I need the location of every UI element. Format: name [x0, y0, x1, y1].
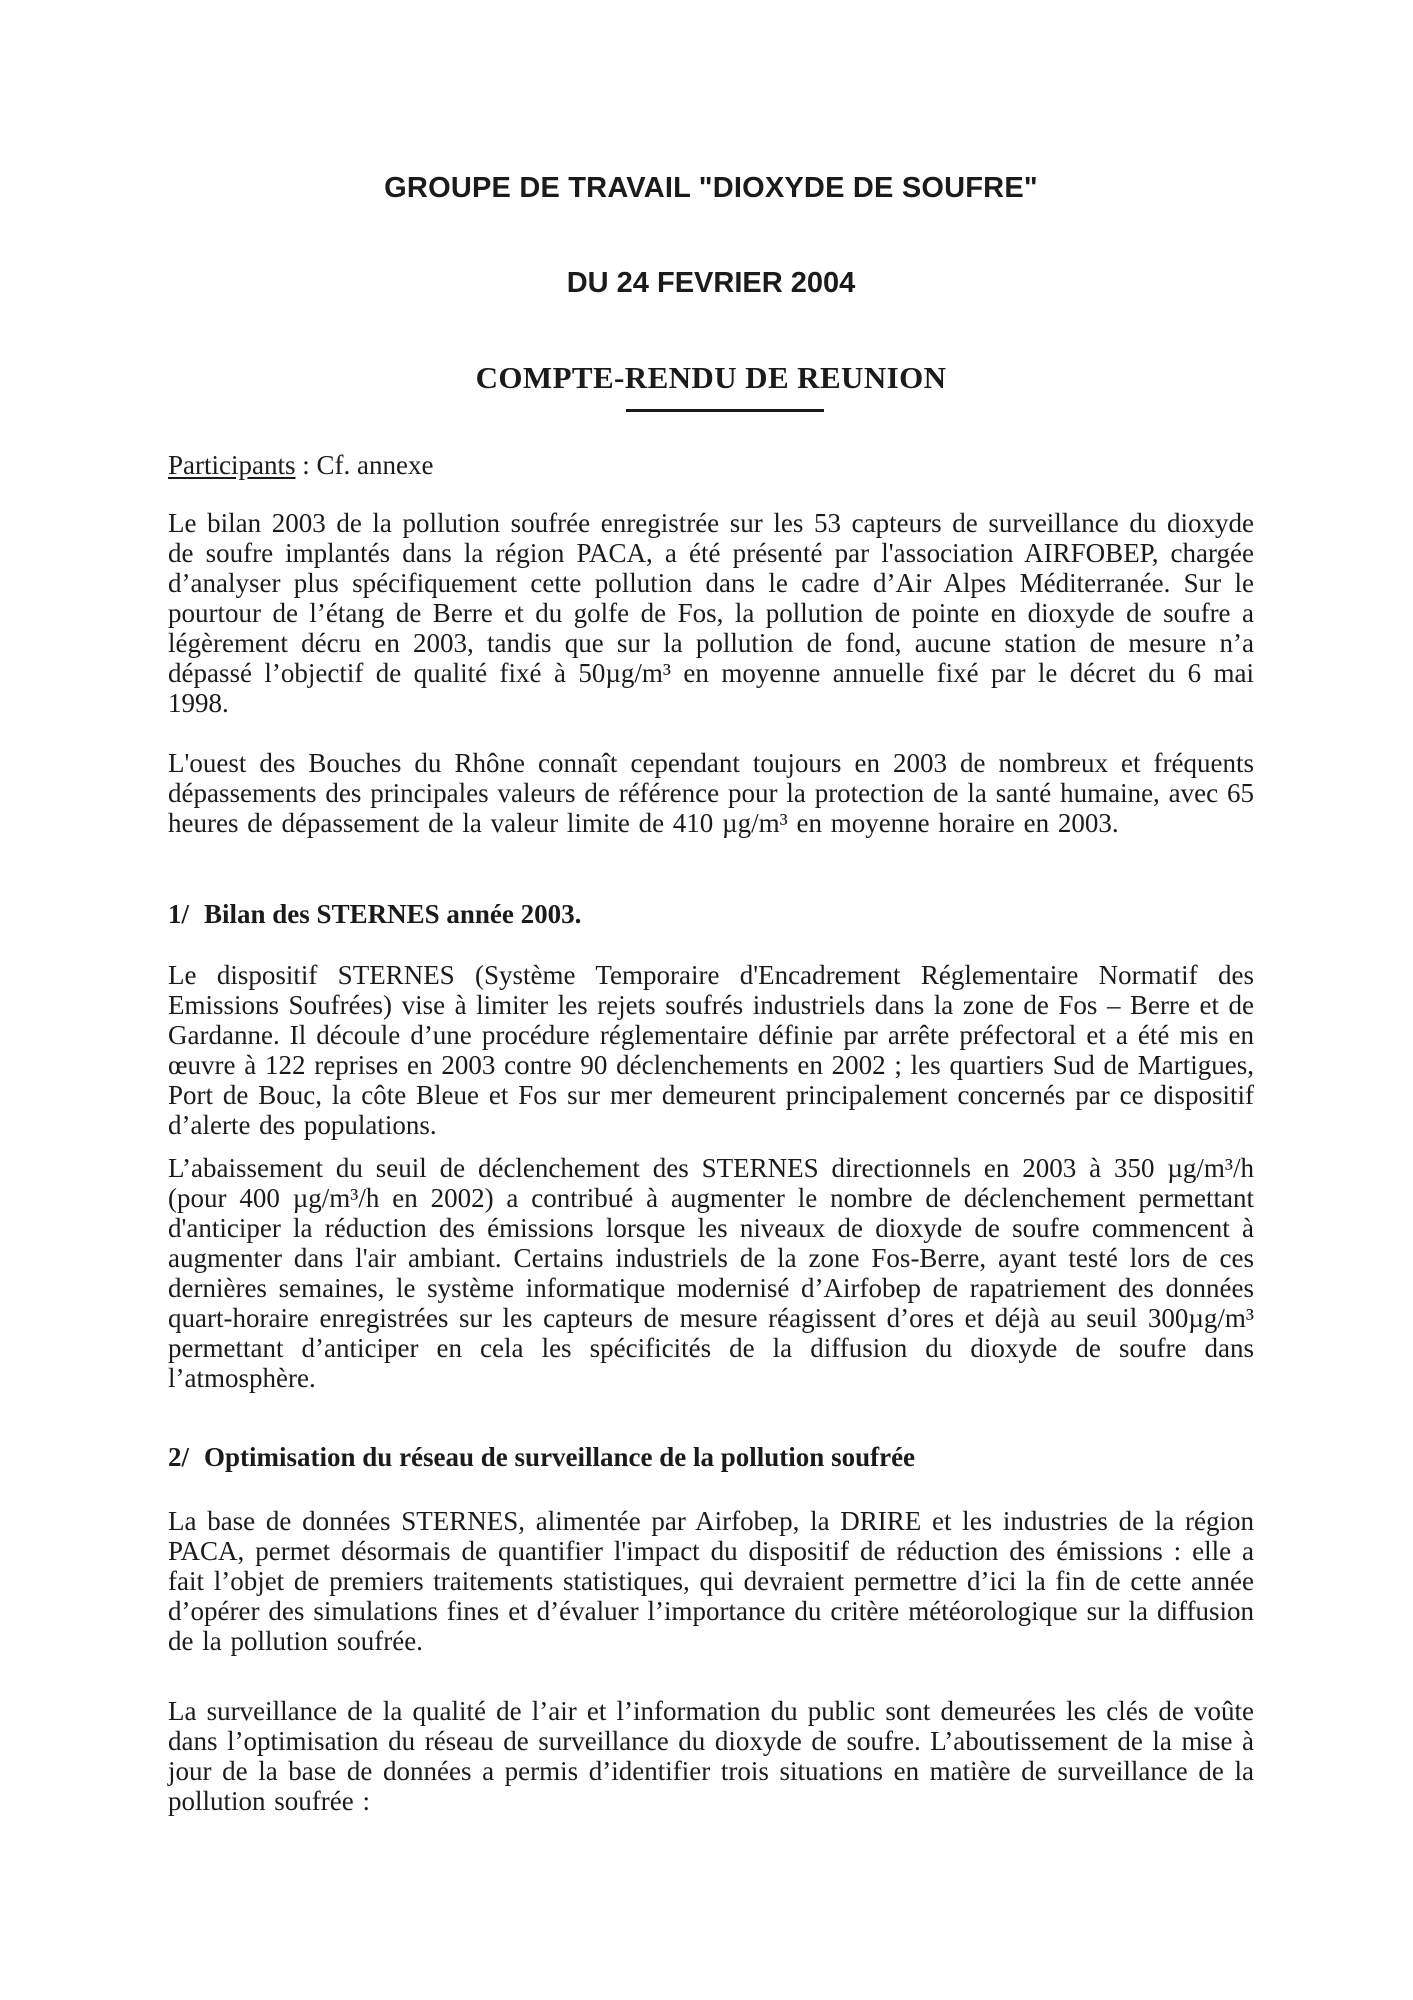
section-2-title: Optimisation du réseau de surveillance de la pollution soufrée [204, 1442, 916, 1472]
document-title: GROUPE DE TRAVAIL "DIOXYDE DE SOUFRE" [384, 172, 1038, 204]
participants-line [168, 450, 1254, 481]
document-subtitle: COMPTE-RENDU DE REUNION [475, 360, 947, 395]
paragraph-surveillance-qualite-air: La surveillance de la qualité de l’air et l’information du public sont demeurées les clés de voûte dans l’optimisation du réseau de surveillance du dioxyde de soufre. L’aboutissement de la mise à jour de la base de données a permis d’identifier trois situations en matière de surveillance de la pollution soufrée : [168, 1696, 1254, 1816]
section-1-title: Bilan des STERNES année 2003. [204, 899, 582, 929]
paragraph-dispositif-sternes: Le dispositif STERNES (Système Temporaire d'Encadrement Réglementaire Normatif des Emissions Soufrées) vise à limiter les rejets soufrés industriels dans la zone de Fos – Berre et de Gardanne. Il découle d’une procédure réglementaire définie par arrête préfectoral et a été mis en œuvre à 122 reprises en 2003 contre 90 déclenchements en 2002 ; les quartiers Sud de Martigues, Port de Bouc, la côte Bleue et Fos sur mer demeurent principalement concernés par ce dispositif d’alerte des populations. [168, 960, 1254, 1140]
paragraph-base-de-donnees: La base de données STERNES, alimentée par Airfobep, la DRIRE et les industries de la région PACA, permet désormais de quantifier l'impact du dispositif de réduction des émissions : elle a fait l’objet de premiers traitements statistiques, qui devraient permettre d’ici la fin de cette année d’opérer des simulations fines et d’évaluer l’importance du critère météorologique sur la diffusion de la pollution soufrée. [168, 1506, 1254, 1656]
participants-label: Participants [168, 450, 296, 480]
section-1-number: 1/ [168, 899, 190, 929]
section-2-heading [168, 1441, 1254, 1473]
section-1-heading [168, 898, 1254, 930]
document-date: DU 24 FEVRIER 2004 [566, 267, 856, 299]
paragraph-bilan-2003: Le bilan 2003 de la pollution soufrée enregistrée sur les 53 capteurs de surveillance du dioxyde de soufre implantés dans la région PACA, a été présenté par l'association AIRFOBEP, chargée d’analyser plus spécifiquement cette pollution dans le cadre d’Air Alpes Méditerranée. Sur le pourtour de l’étang de Berre et du golfe de Fos, la pollution de pointe en dioxyde de soufre a légèrement décru en 2003, tandis que sur la pollution de fond, aucune station de mesure n’a dépassé l’objectif de qualité fixé à 50µg/m³ en moyenne annuelle fixé par le décret du 6 mai 1998. [168, 508, 1254, 718]
paragraph-abaissement-seuil: L’abaissement du seuil de déclenchement des STERNES directionnels en 2003 à 350 µg/m³/h (pour 400 µg/m³/h en 2002) a contribué à augmenter le nombre de déclenchement permettant d'anticiper la réduction des émissions lorsque les niveaux de dioxyde de soufre commencent à augmenter dans l'air ambiant. Certains industriels de la zone Fos-Berre, ayant testé lors de ces dernières semaines, le système informatique modernisé d’Airfobep de rapatriement des données quart-horaire enregistrées sur les capteurs de mesure réagissent d’ores et déjà au seuil 300µg/m³ permettant d’anticiper en cela les spécificités de la diffusion du dioxyde de soufre dans l’atmosphère. [168, 1153, 1254, 1393]
paragraph-ouest-bouches-du-rhone: L'ouest des Bouches du Rhône connaît cependant toujours en 2003 de nombreux et fréquents dépassements des principales valeurs de référence pour la protection de la santé humaine, avec 65 heures de dépassement de la valeur limite de 410 µg/m³ en moyenne horaire en 2003. [168, 748, 1254, 838]
participants-value: : Cf. annexe [295, 450, 434, 480]
subtitle-underline [626, 409, 824, 412]
section-2-number: 2/ [168, 1442, 190, 1472]
